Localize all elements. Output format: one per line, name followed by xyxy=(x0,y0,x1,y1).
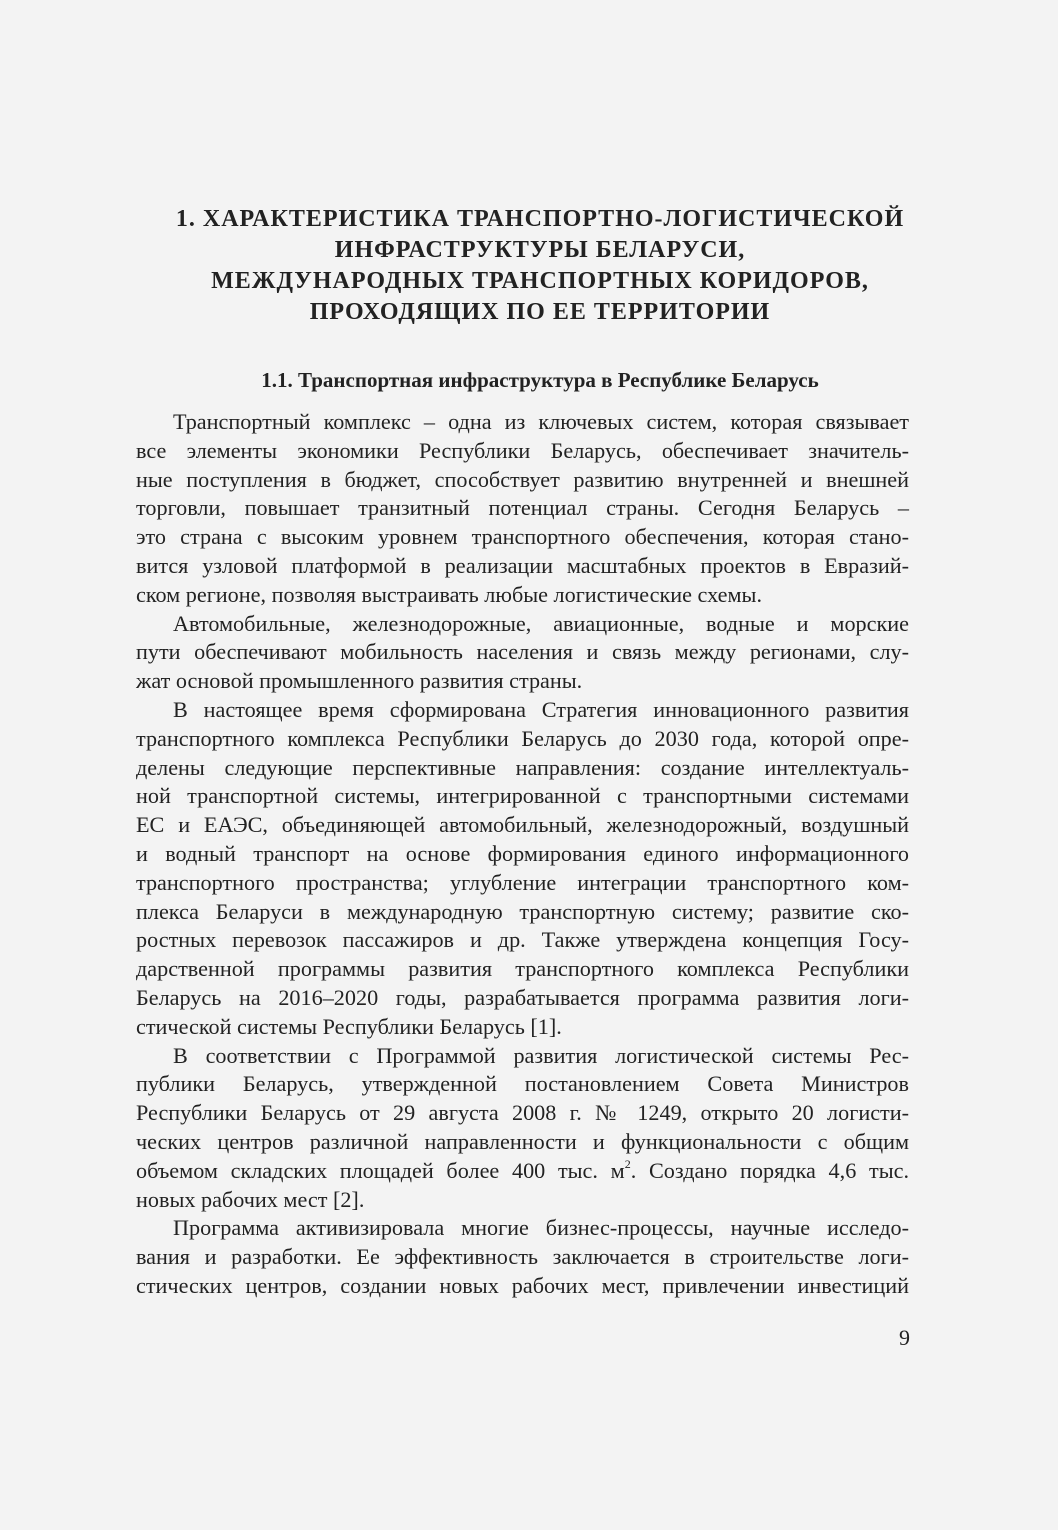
chapter-title xyxy=(134,204,946,328)
text-line: Автомобильные, железнодорожные, авиационные, водные и морские xyxy=(173,610,909,636)
text-line: Программа активизировала многие бизнес-процессы, научные исследо- xyxy=(173,1215,909,1241)
text-line: ском регионе, позволяя выстраивать любые логистические схемы. xyxy=(136,581,762,607)
superscript: 2 xyxy=(624,1156,631,1171)
body-text xyxy=(136,408,909,1301)
paragraph xyxy=(136,1214,909,1300)
text-line: ные поступления в бюджет, способствует развитию внутренней и внешней xyxy=(136,466,909,492)
text-line: Республики Беларусь от 29 августа 2008 г. № 1249, открыто 20 логисти- xyxy=(136,1100,909,1126)
paragraph xyxy=(136,610,909,696)
text-line: и водный транспорт на основе формирования единого информационного xyxy=(136,840,909,866)
text-line: это страна с высоким уровнем транспортного обеспечения, которая стано- xyxy=(136,524,909,550)
text-line: торговли, повышает транзитный потенциал страны. Сегодня Беларусь – xyxy=(136,495,909,521)
text-line: Беларусь на 2016–2020 годы, разрабатывается программа развития логи- xyxy=(136,984,909,1010)
text-line: дарственной программы развития транспортного комплекса Республики xyxy=(136,956,909,982)
text-line: плекса Беларуси в международную транспортную систему; развитие ско- xyxy=(136,898,909,924)
text-line: ростных перевозок пассажиров и др. Также утверждена концепция Госу- xyxy=(136,927,909,953)
chapter-title-line: ИНФРАСТРУКТУРЫ БЕЛАРУСИ, xyxy=(334,237,746,263)
chapter-title-line: МЕЖДУНАРОДНЫХ ТРАНСПОРТНЫХ КОРИДОРОВ, xyxy=(211,268,869,294)
text-line: Транспортный комплекс – одна из ключевых систем, которая связывает xyxy=(173,409,909,434)
chapter-title-line: 1. ХАРАКТЕРИСТИКА ТРАНСПОРТНО-ЛОГИСТИЧЕСКОЙ xyxy=(175,206,905,232)
text-line: стических центров, создании новых рабочих мест, привлечении инвестиций xyxy=(136,1272,909,1298)
text-line: вания и разработки. Ее эффективность заключается в строительстве логи- xyxy=(136,1244,909,1270)
text-line: публики Беларусь, утвержденной постановлением Совета Министров xyxy=(136,1071,909,1097)
section-title: 1.1. Транспортная инфраструктура в Республике Беларусь xyxy=(261,368,819,392)
page-number: 9 xyxy=(899,1325,910,1350)
text-line: транспортного комплекса Республики Беларусь до 2030 года, которой опре- xyxy=(136,725,909,751)
text-line: новых рабочих мест [2]. xyxy=(136,1186,365,1212)
chapter-title-line: ПРОХОДЯЩИХ ПО ЕЕ ТЕРРИТОРИИ xyxy=(309,299,771,325)
text-line: делены следующие перспективные направления: создание интеллектуаль- xyxy=(136,754,909,780)
text-segment: объемом складских площадей более 400 тыс. м xyxy=(136,1157,625,1183)
text-segment: . Создано порядка 4,6 тыс. xyxy=(630,1157,909,1183)
paragraph xyxy=(136,1042,909,1215)
text-line xyxy=(136,1157,909,1186)
text-line: ческих центров различной направленности и функциональности с общим xyxy=(136,1128,909,1154)
text-line: транспортного пространства; углубление интеграции транспортного ком- xyxy=(136,869,909,895)
text-line: ной транспортной системы, интегрированной с транспортными системами xyxy=(136,783,909,809)
paragraph xyxy=(136,408,909,610)
text-line: В настоящее время сформирована Стратегия инновационного развития xyxy=(173,696,909,722)
text-line: стической системы Республики Беларусь [1]. xyxy=(136,1013,562,1039)
text-line: В соответствии с Программой развития логистической системы Рес- xyxy=(173,1042,909,1068)
text-line: вится узловой платформой в реализации масштабных проектов в Евразий- xyxy=(136,552,909,578)
paragraph xyxy=(136,696,909,1042)
text-line: ЕС и ЕАЭС, объединяющей автомобильный, железнодорожный, воздушный xyxy=(136,812,909,838)
text-line: все элементы экономики Республики Беларусь, обеспечивает значитель- xyxy=(136,437,909,463)
text-line: пути обеспечивают мобильность населения и связь между регионами, слу- xyxy=(136,639,909,665)
text-line: жат основой промышленного развития страны. xyxy=(136,668,583,694)
